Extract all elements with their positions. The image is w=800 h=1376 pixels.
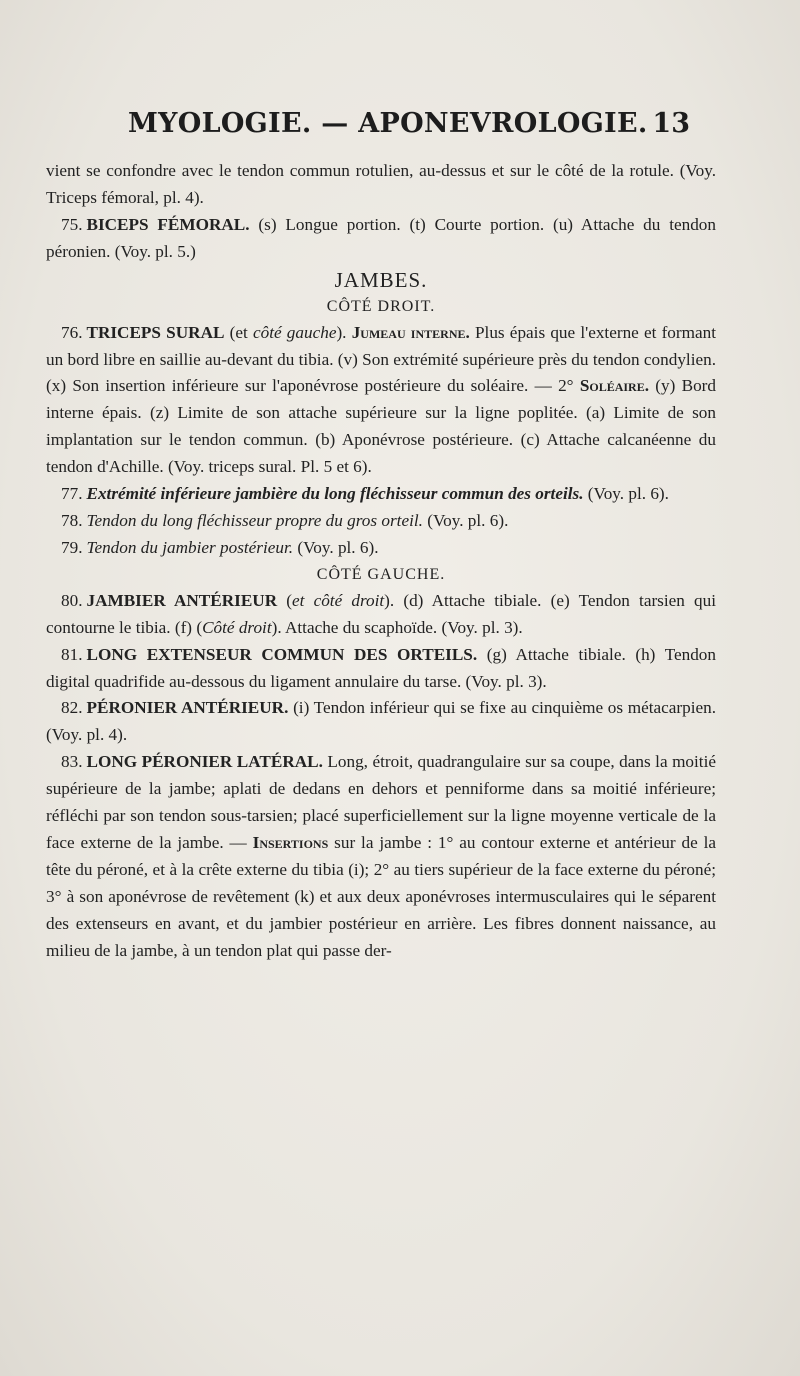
entry-82 bbox=[46, 695, 716, 749]
entry-78 bbox=[46, 508, 716, 535]
entry-number: 82. bbox=[61, 698, 83, 718]
entry-number: 75. bbox=[61, 214, 83, 234]
entry-text: (g) Attache tibiale. (h) Tendon digital quadrifide au-dessous du ligament annulaire du tarse. (Voy. pl. 3). bbox=[46, 644, 716, 691]
entry-text: (s) Longue portion. (t) Courte portion. (u) Attache du tendon péronien. (Voy. pl. 5.) bbox=[46, 214, 716, 261]
entry-text: ). bbox=[336, 322, 352, 342]
entry-title: LONG PÉRONIER LATÉRAL. bbox=[86, 752, 323, 772]
running-head-title: MYOLOGIE. — APONEVROLOGIE. bbox=[128, 108, 648, 139]
entry-smallcaps: Insertions bbox=[252, 832, 329, 852]
entry-italic-title: Tendon du jambier postérieur. bbox=[86, 537, 294, 557]
entry-83 bbox=[46, 749, 716, 964]
entry-title: BICEPS FÉMORAL. bbox=[86, 214, 250, 234]
entry-text: (Voy. pl. 6). bbox=[583, 484, 669, 504]
entry-number: 78. bbox=[61, 510, 83, 530]
entry-text: ). (d) Attache tibiale. (e) Tendon tarsien qui contourne le tibia. (f) ( bbox=[46, 590, 716, 637]
subheading-cote-gauche: CÔTÉ GAUCHE. bbox=[316, 565, 446, 583]
entry-number: 77. bbox=[61, 484, 83, 504]
page-body bbox=[46, 158, 716, 964]
entry-text: (Voy. pl. 6). bbox=[422, 510, 509, 530]
entry-80 bbox=[46, 588, 716, 642]
entry-text: Long, étroit, quadrangulaire sur sa coupe, dans la moitié supérieure de la jambe; aplati de dedans en dehors et penniforme dans sa moitié inférieure; réfléchi par son tendon sous-tarsien; placé superficiellement sur la ligne moyenne verticale de la face externe de la jambe. — bbox=[46, 752, 716, 852]
entry-number: 83. bbox=[61, 752, 83, 772]
entry-number: 76. bbox=[61, 322, 83, 342]
entry-76 bbox=[46, 320, 716, 481]
entry-italic: côté gauche bbox=[252, 322, 337, 342]
running-head bbox=[0, 108, 800, 152]
entry-italic: et côté droit bbox=[292, 590, 385, 610]
entry-text: ). Attache du scaphoïde. (Voy. pl. 3). bbox=[271, 617, 523, 637]
entry-italic: Côté droit bbox=[202, 617, 272, 637]
entry-77 bbox=[46, 481, 716, 508]
entry-title: TRICEPS SURAL bbox=[86, 322, 225, 342]
subheading-cote-droit: CÔTÉ DROIT. bbox=[326, 297, 436, 315]
entry-title: LONG EXTENSEUR COMMUN DES ORTEILS. bbox=[86, 644, 478, 664]
entry-italic-title: Extrémité inférieure jambière du long fléchisseur commun des orteils. bbox=[86, 484, 584, 504]
entry-79 bbox=[46, 535, 716, 562]
entry-italic-title: Tendon du long fléchisseur propre du gros orteil. bbox=[86, 510, 423, 530]
entry-number: 81. bbox=[61, 644, 83, 664]
entry-81 bbox=[46, 642, 716, 696]
entry-smallcaps: Jumeau interne. bbox=[351, 322, 470, 342]
page-number: 13 bbox=[652, 108, 690, 139]
entry-text: (Voy. pl. 6). bbox=[293, 537, 379, 557]
entry-title: PÉRONIER ANTÉRIEUR. bbox=[86, 698, 289, 718]
entry-smallcaps: Soléaire. bbox=[579, 376, 650, 396]
entry-text: (i) Tendon inférieur qui se fixe au cinquième os métacarpien. (Voy. pl. 4). bbox=[46, 698, 716, 745]
entry-text: ( bbox=[277, 590, 293, 610]
continuation-paragraph: vient se confondre avec le tendon commun rotulien, au-dessus et sur le côté de la rotule. (Voy. Triceps fémoral, pl. 4). bbox=[46, 161, 716, 207]
entry-text: sur la jambe : 1° au contour externe et antérieur de la tête du péroné, et à la crête externe du tibia (i); 2° au tiers supérieur de la face externe du péroné; 3° à son aponévrose de revêtement (k) et aux deux aponévroses intermusculaires qui le séparent des extenseurs en avant, et du jambier postérieur en arrière. Les fibres donnent naissance, au milieu de la jambe, à un tendon plat qui passe der- bbox=[46, 832, 716, 960]
entry-title: JAMBIER ANTÉRIEUR bbox=[86, 590, 278, 610]
entry-number: 80. bbox=[61, 590, 83, 610]
entry-text: Plus épais que l'externe et formant un bord libre en saillie au-devant du tibia. (v) Son extrémité supérieure près du tendon condylien. (x) Son insertion inférieure sur l'aponévrose postérieure du soléaire. — 2° bbox=[46, 322, 716, 396]
entry-text: (et bbox=[224, 322, 253, 342]
entry-75 bbox=[46, 212, 716, 266]
entry-text: (y) Bord interne épais. (z) Limite de son attache supérieure sur la ligne poplitée. (a) Limite de son implantation sur le tendon commun. (b) Aponévrose postérieure. (c) Attache calcanéenne du tendon d'Achille. (Voy. triceps sural. Pl. 5 et 6). bbox=[46, 376, 716, 477]
section-heading-jambes: JAMBES. bbox=[334, 267, 428, 292]
entry-number: 79. bbox=[61, 537, 83, 557]
